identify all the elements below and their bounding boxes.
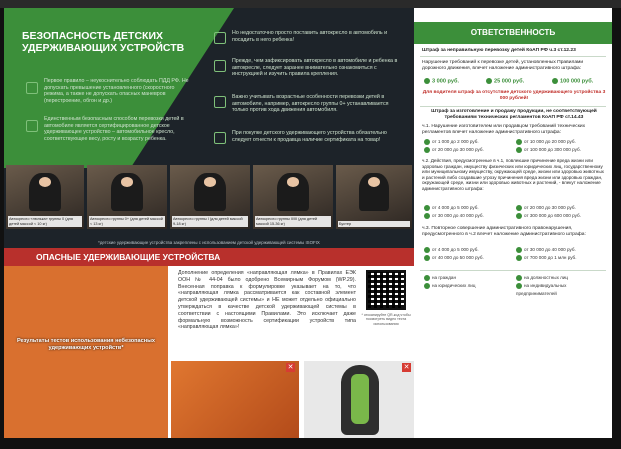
top-strip [0, 0, 621, 8]
fine-value: от 300 000 до 600 000 руб. [524, 213, 581, 218]
fine-amount: 100 000 руб. [560, 78, 594, 85]
danger-description: Дополнение определения «направляющая лямка» в Правилах ЕЭК ООН № 44-04 было одобрено Всемирным Форумом (WP.29). Внесенная поправка к формулировке указывает на то, что «направляющая лямка рассматривается как составной элемент детской удерживающей системы» и НЕ может отдельно официально утверждаться в качестве детской удерживающей системы в соответствии с настоящими Правилами. Это исключает даже формальную возможность сертификации устройств типа «направляющая лямка»! [178, 270, 356, 331]
warning-icon [214, 32, 226, 44]
fine-value: от 4 000 до 5 000 руб. [432, 247, 479, 252]
photo-group-1 [170, 165, 250, 229]
photo-group-0plus [87, 165, 167, 229]
seat-pad [351, 374, 369, 424]
age-icon [214, 96, 226, 108]
book-icon [214, 60, 226, 72]
hero-right-3: Важно учитывать возрастные особенности перевозки детей в автомобиле, например, автокресло группы 0+ устанавливается только против хода движения автомобиля. [232, 94, 389, 114]
fine-citizen [424, 78, 459, 84]
fine-section-2-title: Штраф за изготовление и продажу продукции, не соответствующей требованиям технических регламентов КоАП РФ ст.14.43 [431, 109, 597, 120]
legend-left [424, 274, 516, 290]
driver-fine-note: Для водителя штраф за отсутствие детского удерживающего устройства 3 000 рублей! [422, 90, 606, 101]
divider [420, 270, 606, 271]
isofix-note: *детские удерживающие устройства закреплены с использованием детской удерживающей системы ISOFIX [4, 237, 414, 248]
hero-right-1: Но недостаточно просто поставить автокресло в автомобиль и посадить в него ребенка! [232, 30, 388, 43]
danger-section-title: ОПАСНЫЕ УДЕРЖИВАЮЩИЕ УСТРОЙСТВА [4, 248, 414, 266]
crash-test-caption: Результаты тестов использования небезопасных удерживающих устройств* [16, 338, 156, 351]
strap-adapter-image [171, 361, 299, 438]
part-2-text: ч.2. Действия, предусмотренные в ч.1, повлекшие причинение вреда жизни или здоровью граждан, имуществу физических или юридических лиц, государственному или муниципальному имуществу, окружающей среде, жизни или здоровью животных и растений либо создавшие угрозу причинения вреда жизни или здоровью граждан, окружающей среде, жизни или здоровью животных и растений, - влекут наложение административного штрафа: [422, 158, 604, 191]
legend-item: на индивидуальных предпринимателей [516, 283, 567, 296]
crash-test-image [4, 266, 168, 438]
close-icon[interactable]: ✕ [403, 364, 410, 371]
fine-value: от 100 000 до 300 000 руб. [524, 147, 581, 152]
part-1-text: ч.1. Нарушение изготовителем или продавцом требований технических регламентов влечет наложение административного штрафа: [422, 124, 586, 135]
part-2-fines-right [516, 204, 608, 220]
part-3-text: ч.3. Повторное совершение административного правонарушения, предусмотренного в ч.2 влечет наложение административного штрафа: [422, 226, 586, 237]
fine-legal [552, 78, 593, 84]
infographic-page [4, 8, 612, 438]
photo-booster [336, 165, 412, 229]
fine-value: от 10 000 до 20 000 руб. [524, 139, 576, 144]
photo-group-0 [6, 165, 84, 229]
fine-value: от 30 000 до 40 000 руб. [432, 213, 484, 218]
fine-section-1-text: Нарушение требований к перевозке детей, установленных Правилами дорожного движения, влечет наложение административного штрафа: [422, 60, 584, 71]
legend-right [516, 274, 608, 298]
fine-value: от 700 000 до 1 млн руб. [524, 255, 577, 260]
fine-value: от 20 000 до 30 000 руб. [524, 205, 576, 210]
photo-caption: Автокресло группы II/III (для детей массой 15-36 кг) [255, 216, 331, 227]
fine-amount: 25 000 руб. [494, 78, 525, 85]
close-icon[interactable]: ✕ [287, 364, 294, 371]
fine-official [486, 78, 524, 84]
child-seat-icon [26, 120, 38, 132]
certificate-icon [214, 132, 226, 144]
part-1-fines-right [516, 138, 608, 154]
responsibility-panel [414, 8, 612, 438]
legend-item: на юридических лиц [432, 283, 476, 288]
divider [420, 56, 606, 57]
fine-value: от 4 000 до 5 000 руб. [432, 205, 479, 210]
seat-photos [4, 165, 414, 237]
fine-value: от 30 000 до 40 000 руб. [524, 247, 576, 252]
hero-paragraph-1: Первое правило – неукоснительно соблюдать ПДД РФ. Не допускать превышение установленного (скоростного режима, а также не допускать опасных маневров (перестроение, обгон и др.) [44, 78, 189, 104]
hero-right-4: При покупке детского удерживающего устройства обязательно следует отнести к продавца наличие сертификата на товар! [232, 130, 387, 143]
fine-value: от 20 000 до 30 000 руб. [432, 147, 484, 152]
fine-value: от 40 000 до 50 000 руб. [432, 255, 484, 260]
hero-right-2: Прежде, чем зафиксировать автокресло в автомобиле и ребенка в автокресле, следует заранее внимательно ознакомиться с инструкцией и изучить правила крепления. [232, 58, 398, 78]
fine-amount: 3 000 руб. [432, 78, 460, 85]
legend-item: на должностных лиц [524, 275, 569, 280]
traffic-rules-icon [26, 82, 38, 94]
responsibility-title: ОТВЕТСТВЕННОСТЬ [414, 22, 612, 44]
hero-paragraph-2: Единственным безопасным способом перевозки детей в автомобиле является сертифицированное детское удерживающее устройство – автомобильное кресло, соответствующее весу, росту и возрасту ребенка. [44, 116, 184, 142]
photo-group-2-3 [253, 165, 333, 229]
photo-caption: Автокресло группы 0+ (для детей массой < 13 кг) [89, 216, 165, 227]
qr-note: * отсканируйте QR-код чтобы посмотреть видео теста использования [361, 313, 411, 326]
part-2-fines [424, 204, 516, 220]
photo-caption: Бустер [338, 221, 410, 228]
divider [420, 106, 606, 107]
qr-code[interactable] [366, 270, 406, 310]
hero-title: БЕЗОПАСНОСТЬ ДЕТСКИХ УДЕРЖИВАЮЩИХ УСТРОЙСТВ [22, 30, 185, 54]
fine-section-1-title: Штраф за неправильную перевозку детей КоАП РФ ч.3 ст.12.23 [422, 48, 576, 53]
photo-caption: Автокресло «люлька» группы 0 (для детей массой < 10 кг) [8, 216, 82, 227]
legend-item: на граждан [432, 275, 456, 280]
part-3-fines [424, 246, 516, 262]
part-3-fines-right [516, 246, 608, 262]
fine-value: от 1 000 до 2 000 руб. [432, 139, 479, 144]
photo-caption: Автокресло группы I (для детей массой 9-18 кг) [172, 216, 248, 227]
